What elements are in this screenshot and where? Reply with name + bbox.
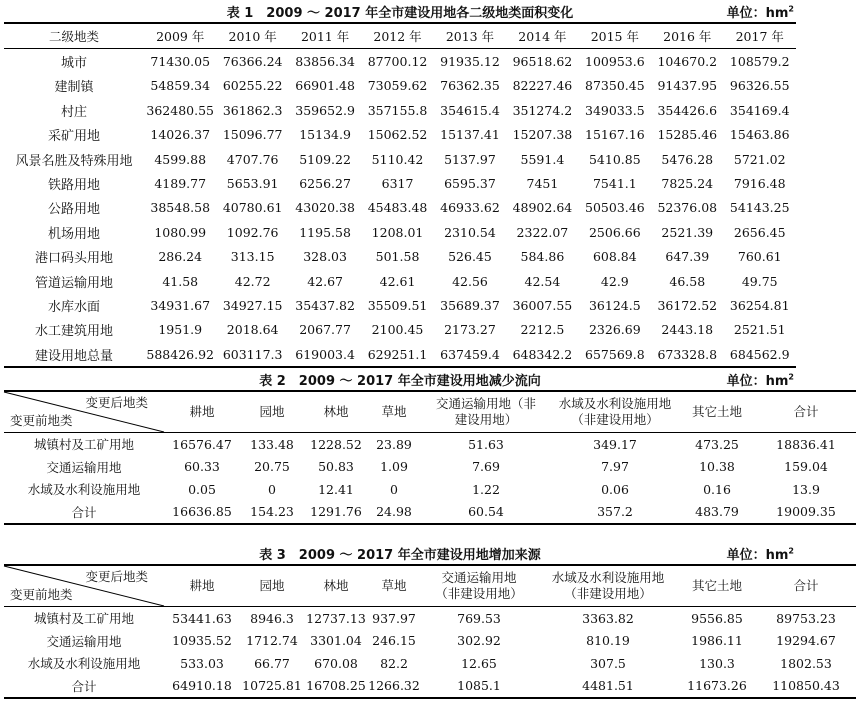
table1-row (4, 245, 796, 269)
table1-cell: 6256.27 (299, 176, 351, 192)
table1-cell: 2018.64 (226, 322, 279, 338)
table2-header-cell: 其它土地 (691, 404, 742, 419)
table3-header-cell: 交通运输用地 （非建设用地） (435, 570, 523, 601)
table1-row (4, 49, 796, 74)
table3-row-label: 城镇村及工矿用地 (33, 611, 134, 627)
table1-cell: 673328.8 (657, 346, 718, 362)
table1-row (4, 196, 796, 220)
table3-corner-before: 变更前地类 (10, 587, 73, 602)
table1-cell: 647.39 (665, 249, 710, 265)
table1-row-label: 港口码头用地 (34, 251, 113, 267)
table1-row-label: 水库水面 (47, 299, 100, 315)
table3-row-label: 水域及水利设施用地 (27, 656, 141, 672)
table1-cell: 7541.1 (592, 176, 637, 192)
table1-cell: 354615.4 (440, 102, 500, 118)
table1-cell: 501.58 (375, 249, 420, 265)
table3-cell: 10935.52 (172, 633, 232, 649)
table2-corner-cell (4, 391, 164, 433)
table3-row (4, 630, 856, 653)
table2-header-cell: 园地 (259, 404, 285, 419)
table1-cell: 108579.2 (729, 54, 790, 70)
table3-cell: 66.77 (254, 655, 290, 671)
table2-cell: 16636.85 (172, 504, 232, 520)
table1-cell: 36172.52 (657, 297, 718, 313)
table2-cell: 18836.41 (776, 436, 836, 452)
table1-row (4, 269, 796, 293)
table1-cell: 7451 (526, 176, 559, 192)
table3-cell: 810.19 (586, 633, 630, 649)
table2-cell: 50.83 (318, 459, 354, 475)
table3-unit: 单位：$hm^2$ (726, 546, 794, 563)
table3-cell: 53441.63 (172, 610, 232, 626)
table1-row-label: 公路用地 (47, 202, 100, 218)
table1-cell: 5109.22 (299, 151, 351, 167)
table1-cell: 14026.37 (150, 127, 211, 143)
table2-cell: 159.04 (784, 459, 828, 475)
table1-row-label: 水工建筑用地 (34, 324, 113, 340)
table1-cell: 15134.9 (299, 127, 351, 143)
table1-cell: 1195.58 (299, 224, 351, 240)
table2-cell: 357.2 (597, 504, 633, 520)
table1-cell: 15463.86 (729, 127, 790, 143)
table2-cell: 1291.76 (310, 504, 362, 520)
table1-cell: 87700.12 (367, 54, 428, 70)
table1-cell: 15285.46 (657, 127, 718, 143)
table2-cell: 0 (268, 481, 276, 497)
table1-caption: 表 1 2009 ～ 2017 年全市建设用地各二级地类面积变化 (226, 6, 574, 21)
table1-cell: 657569.8 (585, 346, 645, 362)
table1-cell: 73059.62 (367, 78, 428, 94)
table1-cell: 1092.76 (226, 224, 279, 240)
table2-row (4, 501, 856, 525)
table1-cell: 359652.9 (295, 102, 355, 118)
table2-cell: 19009.35 (776, 504, 836, 520)
table3-cell: 3363.82 (582, 610, 634, 626)
table3-cell: 769.53 (457, 610, 501, 626)
table2-row-label: 交通运输用地 (46, 459, 122, 475)
table2-row (4, 433, 856, 456)
table3-row-label: 合计 (71, 678, 97, 694)
table1-row (4, 98, 796, 122)
table2-cell: 133.48 (250, 436, 294, 452)
table3-header-cell: 合计 (793, 578, 819, 593)
table3-cell: 10725.81 (242, 678, 302, 694)
table3-cell: 19294.67 (776, 633, 836, 649)
table1-row (4, 147, 796, 171)
table3-cell: 1712.74 (246, 633, 298, 649)
table1-cell: 1951.9 (158, 322, 203, 338)
table1-cell: 608.84 (592, 249, 637, 265)
table1-cell: 354426.6 (657, 102, 718, 118)
table2-cell: 0.05 (188, 481, 216, 497)
table3-cell: 3301.04 (310, 633, 362, 649)
table1-cell: 50503.46 (585, 200, 645, 216)
table1-cell: 54143.25 (729, 200, 790, 216)
table1-row (4, 318, 796, 342)
table1-cell: 584.86 (520, 249, 565, 265)
table1-row (4, 342, 796, 367)
table1-cell: 43020.38 (295, 200, 355, 216)
table3-header-cell: 其它土地 (691, 578, 742, 593)
table1-header-cell: 2017 年 (735, 29, 784, 45)
table1-cell: 6595.37 (444, 176, 496, 192)
table2-cell: 1.09 (380, 459, 408, 475)
table1-cell: 42.72 (234, 273, 271, 289)
table3-caption: 表 3 2009 ～ 2017 年全市建设用地增加来源 (259, 548, 541, 563)
table3 (4, 564, 856, 699)
table1-cell: 5721.02 (733, 151, 786, 167)
table2-cell: 23.89 (376, 436, 412, 452)
table1-cell: 760.61 (737, 249, 782, 265)
table1-cell: 96326.55 (729, 78, 790, 94)
table3-row (4, 607, 856, 630)
table1-cell: 60255.22 (222, 78, 283, 94)
table1-cell: 5653.91 (226, 176, 279, 192)
table1-cell: 629251.1 (367, 346, 428, 362)
table1-cell: 362480.55 (146, 102, 215, 118)
table1-cell: 35437.82 (295, 297, 355, 313)
table2-row-label: 城镇村及工矿用地 (33, 437, 134, 453)
table1-cell: 2443.18 (661, 322, 714, 338)
table1-cell: 76362.35 (440, 78, 500, 94)
table1-cell: 35689.37 (440, 297, 500, 313)
table1-cell: 42.54 (524, 273, 561, 289)
table2-cell: 473.25 (695, 436, 739, 452)
table2-body (4, 433, 856, 525)
table2-cell: 10.38 (699, 459, 735, 475)
table3-cell: 64910.18 (172, 678, 232, 694)
table1-row (4, 293, 796, 317)
table1-cell: 603117.3 (222, 346, 283, 362)
table3-cell: 1266.32 (368, 678, 420, 694)
table2-block (4, 368, 836, 525)
table1-cell: 1080.99 (154, 224, 207, 240)
table3-cell: 1802.53 (780, 655, 832, 671)
table3-header-cell: 林地 (323, 578, 349, 593)
table1-cell: 6317 (381, 176, 414, 192)
table1-cell: 2521.39 (661, 224, 714, 240)
table2-header-cell: 草地 (381, 404, 407, 419)
table2-cell: 24.98 (376, 504, 412, 520)
table2-header-row (4, 391, 856, 433)
table3-cell: 16708.25 (306, 678, 366, 694)
table1-row (4, 171, 796, 195)
table2-corner-before: 变更前地类 (10, 413, 73, 428)
table2-row-label: 合计 (71, 504, 97, 520)
table1-cell: 104670.2 (657, 54, 718, 70)
table2-header-cell: 交通运输用地（非 建设用地） (435, 396, 536, 427)
table1-cell: 15207.38 (512, 127, 573, 143)
table1-cell: 15137.41 (440, 127, 500, 143)
table1-cell: 328.03 (303, 249, 347, 265)
table2-row (4, 456, 856, 479)
table1-cell: 5591.4 (520, 151, 565, 167)
table1-cell: 45483.48 (367, 200, 428, 216)
table1-cell: 46.58 (669, 273, 706, 289)
table1-unit: 单位：$hm^2$ (726, 4, 794, 21)
table3-corner-after: 变更后地类 (85, 569, 148, 584)
table1-header-cell: 2016 年 (663, 29, 712, 45)
table1-row-label: 风景名胜及特殊用地 (15, 153, 133, 169)
table1-cell: 2212.5 (520, 322, 565, 338)
table3-cell: 11673.26 (687, 678, 747, 694)
table1-cell: 82227.46 (512, 78, 573, 94)
table1-header-cell: 2013 年 (445, 29, 495, 45)
table2-cell: 7.69 (472, 459, 500, 475)
table1-cell: 40780.61 (222, 200, 283, 216)
table1-cell: 4707.76 (226, 151, 279, 167)
table1-header-cell: 2010 年 (228, 29, 277, 45)
table3-cell: 9556.85 (691, 610, 743, 626)
table1-cell: 34931.67 (150, 297, 211, 313)
table1-cell: 2322.07 (516, 224, 569, 240)
table1-cell: 2173.27 (444, 322, 496, 338)
table3-cell: 12737.13 (306, 610, 366, 626)
table1-cell: 2310.54 (444, 224, 496, 240)
table1-cell: 52376.08 (657, 200, 718, 216)
table2-cell: 60.33 (184, 459, 220, 475)
table1-cell: 2656.45 (733, 224, 786, 240)
table2-cell: 349.17 (593, 436, 637, 452)
table3-block (4, 542, 840, 699)
table3-cell: 89753.23 (776, 610, 836, 626)
table2-corner-after: 变更后地类 (85, 395, 148, 410)
table1-cell: 35509.51 (367, 297, 428, 313)
table2-cell: 483.79 (695, 504, 739, 520)
table1-body (4, 49, 796, 368)
table1-cell: 286.24 (158, 249, 203, 265)
table1-block (4, 0, 796, 368)
table1-cell: 7916.48 (733, 176, 786, 192)
table1-cell: 36254.81 (729, 297, 790, 313)
table1-cell: 71430.05 (150, 54, 211, 70)
table3-body (4, 607, 856, 699)
table1-cell: 5410.85 (588, 151, 641, 167)
table3-cell: 670.08 (314, 655, 358, 671)
table1-cell: 588426.92 (146, 346, 215, 362)
table3-cell: 246.15 (372, 633, 416, 649)
table1-cell: 49.75 (741, 273, 778, 289)
table1-cell: 684562.9 (729, 346, 790, 362)
table3-corner-cell (4, 565, 164, 607)
table3-row (4, 652, 856, 675)
table2-cell: 20.75 (254, 459, 290, 475)
table1-header-cell: 二级地类 (48, 29, 99, 45)
table1-cell: 7825.24 (661, 176, 714, 192)
table1-cell: 42.9 (600, 273, 629, 289)
table1-row-label: 铁路用地 (47, 178, 100, 194)
table2-cell: 1228.52 (310, 436, 362, 452)
table1-cell: 41.58 (162, 273, 199, 289)
table1-cell: 91935.12 (440, 54, 500, 70)
table1-row (4, 123, 796, 147)
table1-caption-row (4, 0, 796, 22)
table2-unit: 单位：$hm^2$ (726, 372, 794, 389)
table1-cell: 2067.77 (299, 322, 351, 338)
table1 (4, 22, 796, 368)
table3-header-row (4, 565, 856, 607)
table1-row-label: 机场用地 (47, 226, 100, 242)
table1-row-label: 管道运输用地 (34, 275, 113, 291)
table3-cell: 12.65 (461, 655, 497, 671)
table3-row (4, 675, 856, 699)
table1-cell: 637459.4 (440, 346, 500, 362)
table3-row-label: 交通运输用地 (46, 633, 122, 649)
table3-cell: 8946.3 (250, 610, 294, 626)
table1-cell: 5476.28 (661, 151, 714, 167)
table1-cell: 526.45 (448, 249, 492, 265)
table1-cell: 66901.48 (295, 78, 355, 94)
table1-cell: 2521.51 (733, 322, 786, 338)
table3-cell: 533.03 (180, 655, 224, 671)
table1-cell: 349033.5 (585, 102, 645, 118)
table3-caption-row (4, 542, 796, 564)
table1-cell: 96518.62 (512, 54, 573, 70)
table1-cell: 4189.77 (154, 176, 207, 192)
table2-row-label: 水域及水利设施用地 (27, 482, 141, 498)
table2-cell: 0 (390, 481, 398, 497)
table1-cell: 313.15 (230, 249, 275, 265)
table1-cell: 36124.5 (588, 297, 641, 313)
table1-cell: 5110.42 (371, 151, 424, 167)
table1-cell: 48902.64 (512, 200, 573, 216)
table2-header-cell: 耕地 (189, 404, 215, 419)
table1-cell: 361862.3 (222, 102, 283, 118)
table1-row-label: 建设用地总量 (34, 348, 113, 364)
table2-cell: 7.97 (601, 459, 629, 475)
table1-cell: 42.56 (452, 273, 488, 289)
table1-row-label: 建制镇 (54, 80, 94, 96)
table1-cell: 648342.2 (512, 346, 573, 362)
table2 (4, 390, 856, 525)
table1-cell: 15062.52 (367, 127, 428, 143)
table3-cell: 110850.43 (772, 678, 840, 694)
table2-cell: 12.41 (318, 481, 354, 497)
table1-cell: 357155.8 (367, 102, 428, 118)
table1-cell: 42.61 (379, 273, 416, 289)
table3-header-cell: 草地 (381, 578, 407, 593)
table1-row (4, 220, 796, 244)
table1-header-cell: 2012 年 (373, 29, 422, 45)
table1-cell: 2506.66 (588, 224, 641, 240)
table1-cell: 91437.95 (657, 78, 718, 94)
table3-cell: 307.5 (590, 655, 626, 671)
table3-cell: 130.3 (699, 655, 735, 671)
table1-cell: 619003.4 (295, 346, 355, 362)
table2-cell: 13.9 (792, 481, 820, 497)
table3-cell: 1986.11 (691, 633, 743, 649)
table1-row-label: 城市 (60, 56, 87, 72)
table3-cell: 937.97 (372, 610, 416, 626)
table1-cell: 351274.2 (512, 102, 573, 118)
table2-cell: 0.16 (703, 481, 731, 497)
table3-header-cell: 水域及水利设施用地 （非建设用地） (551, 570, 665, 601)
table3-cell: 82.2 (380, 655, 408, 671)
table1-row (4, 74, 796, 98)
table2-cell: 51.63 (468, 436, 504, 452)
table2-cell: 154.23 (250, 504, 294, 520)
table1-cell: 54859.34 (150, 78, 211, 94)
table2-row (4, 478, 856, 501)
table1-row-label: 村庄 (60, 104, 87, 120)
table1-row-label: 采矿用地 (47, 129, 100, 145)
table1-cell: 38548.58 (150, 200, 211, 216)
table2-header-cell: 水域及水利设施用地 （非建设用地） (558, 396, 672, 427)
table2-caption: 表 2 2009 ～ 2017 年全市建设用地减少流向 (259, 374, 541, 389)
table1-cell: 36007.55 (512, 297, 573, 313)
table2-cell: 60.54 (468, 504, 504, 520)
table1-cell: 2326.69 (588, 322, 641, 338)
table1-header-row (4, 23, 796, 49)
table1-header-cell: 2015 年 (590, 29, 639, 45)
table1-cell: 83856.34 (295, 54, 355, 70)
table3-header-cell: 耕地 (189, 578, 215, 593)
table1-cell: 15167.16 (585, 127, 645, 143)
table3-cell: 302.92 (457, 633, 501, 649)
table1-cell: 46933.62 (440, 200, 500, 216)
table1-header-cell: 2014 年 (518, 29, 567, 45)
table1-header-cell: 2011 年 (300, 29, 350, 45)
table1-cell: 354169.4 (729, 102, 790, 118)
table1-cell: 42.67 (307, 273, 343, 289)
table1-cell: 87350.45 (585, 78, 645, 94)
table3-cell: 1085.1 (457, 678, 501, 694)
table2-caption-row (4, 368, 796, 390)
table2-cell: 0.06 (601, 481, 629, 497)
table2-header-cell: 林地 (323, 404, 349, 419)
table1-cell: 15096.77 (222, 127, 283, 143)
table2-cell: 16576.47 (172, 436, 232, 452)
table1-cell: 76366.24 (222, 54, 283, 70)
table1-cell: 4599.88 (154, 151, 207, 167)
table1-cell: 100953.6 (585, 54, 645, 70)
table1-cell: 5137.97 (444, 151, 496, 167)
table2-cell: 1.22 (472, 481, 500, 497)
table3-header-cell: 园地 (259, 578, 285, 593)
table1-header-cell: 2009 年 (156, 29, 205, 45)
table1-cell: 34927.15 (222, 297, 283, 313)
table1-cell: 1208.01 (371, 224, 424, 240)
table3-cell: 4481.51 (582, 678, 634, 694)
table2-header-cell: 合计 (793, 404, 819, 419)
table1-cell: 2100.45 (371, 322, 424, 338)
